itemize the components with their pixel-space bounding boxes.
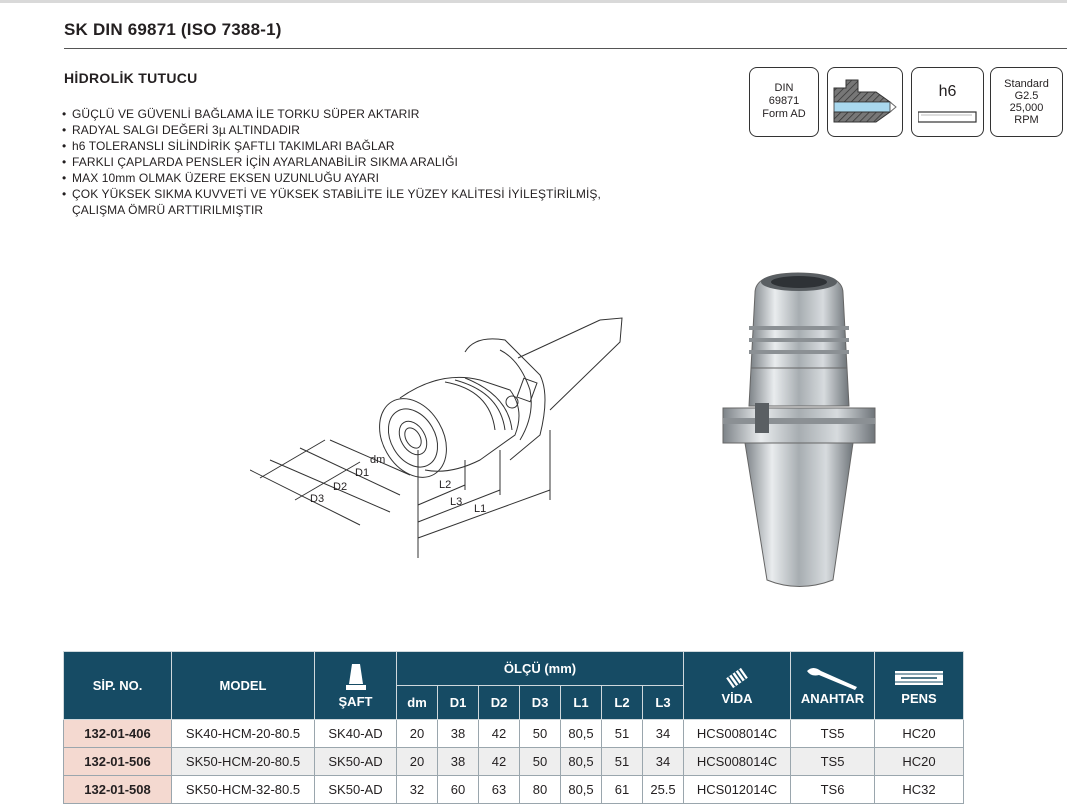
dim-label-d1: D1 — [355, 467, 370, 479]
balance-badge — [990, 67, 1063, 137]
cell-saft: SK50-AD — [315, 776, 397, 804]
balance-badge-line: Standard — [1004, 78, 1049, 90]
wrench-icon — [803, 665, 863, 691]
h6-tolerance-badge — [911, 67, 984, 137]
title-divider — [64, 48, 1067, 49]
spec-table — [63, 651, 964, 804]
din-badge-line: DIN — [774, 82, 794, 94]
cell-pens: HC20 — [875, 748, 964, 776]
cell-l1: 80,5 — [561, 720, 602, 748]
feature-item: • GÜÇLÜ VE GÜVENLİ BAĞLAMA İLE TORKU SÜPER AKTARIR — [62, 106, 601, 122]
feature-item: • h6 TOLERANSLI SİLİNDİRİK ŞAFTLI TAKIMLARI BAĞLAR — [62, 138, 601, 154]
cell-d2: 63 — [479, 776, 520, 804]
feature-item: • RADYAL SALGI DEĞERİ 3µ ALTINDADIR — [62, 122, 601, 138]
feature-list — [62, 106, 601, 218]
cell-vida: HCS008014C — [684, 748, 791, 776]
header-l2: L2 — [602, 686, 643, 720]
cell-l3: 34 — [643, 748, 684, 776]
header-d3: D3 — [520, 686, 561, 720]
feature-item: • ÇOK YÜKSEK SIKMA KUVVETİ VE YÜKSEK STABİLİTE İLE YÜZEY KALİTESİ İYİLEŞTİRİLMİŞ, — [62, 186, 601, 202]
cell-anahtar: TS5 — [791, 748, 875, 776]
balance-badge-line: G2.5 — [1014, 90, 1039, 102]
cell-l2: 61 — [602, 776, 643, 804]
dim-label-l1: L1 — [474, 503, 487, 515]
header-l3: L3 — [643, 686, 684, 720]
cell-d3: 50 — [520, 748, 561, 776]
cell-l2: 51 — [602, 748, 643, 776]
header-vida — [684, 652, 791, 720]
cell-d1: 38 — [438, 720, 479, 748]
header-pens — [875, 652, 964, 720]
cell-dm: 20 — [397, 720, 438, 748]
header-vida-label: VİDA — [721, 691, 753, 706]
cell-saft: SK50-AD — [315, 748, 397, 776]
cell-d2: 42 — [479, 720, 520, 748]
header-d1: D1 — [438, 686, 479, 720]
balance-badge-line: RPM — [1014, 114, 1039, 126]
cell-saft: SK40-AD — [315, 720, 397, 748]
cell-model: SK50-HCM-32-80.5 — [172, 776, 315, 804]
header-olcu: ÖLÇÜ (mm) — [397, 652, 684, 686]
dim-label-dm: dm — [370, 454, 386, 466]
technical-drawing — [250, 300, 630, 565]
balance-badge-line: 25,000 — [1009, 102, 1044, 114]
header-saft-label: ŞAFT — [338, 694, 373, 709]
cell-d1: 60 — [438, 776, 479, 804]
din-badge-line: 69871 — [768, 95, 800, 107]
feature-item-continued: ÇALIŞMA ÖMRÜ ARTTIRILMIŞTIR — [72, 203, 264, 217]
cell-l3: 34 — [643, 720, 684, 748]
cell-d1: 38 — [438, 748, 479, 776]
header-saft — [315, 652, 397, 720]
screw-icon — [720, 665, 754, 691]
cell-l3: 25.5 — [643, 776, 684, 804]
cell-vida: HCS012014C — [684, 776, 791, 804]
cell-model: SK50-HCM-20-80.5 — [172, 748, 315, 776]
cell-sip-no: 132-01-508 — [64, 776, 172, 804]
collet-icon — [889, 665, 949, 691]
cell-dm: 32 — [397, 776, 438, 804]
cell-l1: 80,5 — [561, 776, 602, 804]
header-sip-no: SİP. NO. — [64, 652, 172, 720]
table-row — [64, 748, 964, 776]
cell-sip-no: 132-01-406 — [64, 720, 172, 748]
din-badge-line: Form AD — [762, 108, 806, 120]
cell-d3: 50 — [520, 720, 561, 748]
feature-item: • MAX 10mm OLMAK ÜZERE EKSEN UZUNLUĞU AYARI — [62, 170, 601, 186]
header-dm: dm — [397, 686, 438, 720]
cell-anahtar: TS5 — [791, 720, 875, 748]
cell-sip-no: 132-01-506 — [64, 748, 172, 776]
cell-vida: HCS008014C — [684, 720, 791, 748]
dim-label-d2: D2 — [333, 481, 348, 493]
cell-dm: 20 — [397, 748, 438, 776]
header-d2: D2 — [479, 686, 520, 720]
table-row — [64, 720, 964, 748]
cell-model: SK40-HCM-20-80.5 — [172, 720, 315, 748]
header-anahtar-label: ANAHTAR — [800, 691, 865, 706]
dim-label-l2: L2 — [439, 479, 452, 491]
header-model: MODEL — [172, 652, 315, 720]
din-badge — [749, 67, 819, 137]
feature-item: • FARKLI ÇAPLARDA PENSLER İÇİN AYARLANABİLİR SIKMA ARALIĞI — [62, 154, 601, 170]
section-title: HİDROLİK TUTUCU — [64, 70, 198, 86]
shank-taper-icon — [345, 662, 367, 692]
table-row — [64, 776, 964, 804]
page-title: SK DIN 69871 (ISO 7388-1) — [64, 20, 282, 39]
header-anahtar — [791, 652, 875, 720]
h6-label: h6 — [938, 83, 957, 100]
dim-label-d3: D3 — [310, 493, 325, 505]
shank-icon — [918, 110, 978, 124]
cell-l1: 80,5 — [561, 748, 602, 776]
cell-d3: 80 — [520, 776, 561, 804]
cell-l2: 51 — [602, 720, 643, 748]
cell-d2: 42 — [479, 748, 520, 776]
dim-label-l3: L3 — [450, 496, 463, 508]
cell-pens: HC20 — [875, 720, 964, 748]
form-ad-icon — [827, 67, 903, 137]
cell-pens: HC32 — [875, 776, 964, 804]
header-l1: L1 — [561, 686, 602, 720]
product-photo — [715, 268, 885, 593]
header-pens-label: PENS — [901, 691, 937, 706]
top-border — [0, 0, 1067, 3]
cell-anahtar: TS6 — [791, 776, 875, 804]
